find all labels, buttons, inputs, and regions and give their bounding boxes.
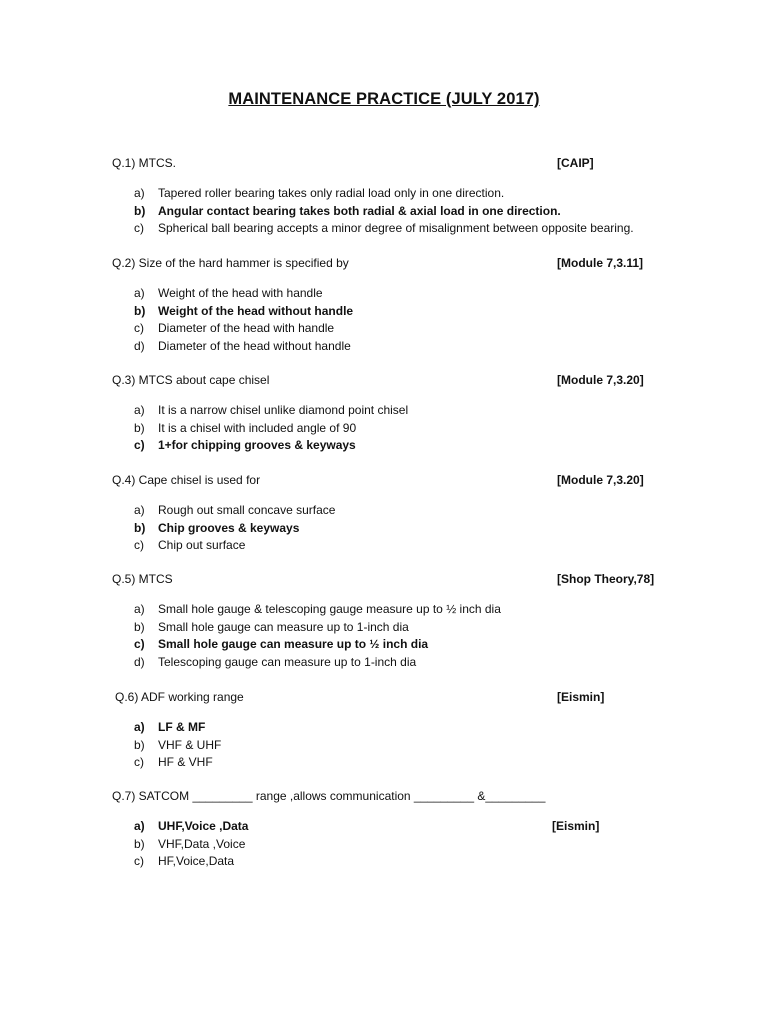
option-item <box>0 754 768 772</box>
option-item <box>0 303 768 321</box>
option-text: Small hole gauge can measure up to ½ inch dia <box>158 637 429 652</box>
option-label: c) <box>134 637 145 652</box>
option-text: UHF,Voice ,Data <box>158 819 249 833</box>
option-list <box>0 285 768 355</box>
question-line <box>0 254 768 272</box>
option-reference: [Eismin] <box>552 819 600 833</box>
option-item <box>0 420 768 438</box>
option-text: LF & MF <box>158 720 206 734</box>
option-label: b) <box>134 619 145 634</box>
question-line <box>0 371 768 389</box>
option-list <box>0 402 768 455</box>
option-text: HF & VHF <box>158 755 213 770</box>
option-list <box>0 601 768 671</box>
option-item <box>0 619 768 637</box>
question-block <box>0 371 768 455</box>
option-text: Weight of the head with handle <box>158 286 323 300</box>
option-label: d) <box>134 338 145 353</box>
option-text: 1+for chipping grooves & keyways <box>158 438 356 453</box>
question-line <box>0 471 768 489</box>
question-text: Q.4) Cape chisel is used for <box>112 473 261 487</box>
option-item <box>0 818 768 836</box>
question-block <box>0 570 768 671</box>
question-text: Q.2) Size of the hard hammer is specified by <box>112 256 349 270</box>
question-reference: [Module 7,3.20] <box>557 373 644 387</box>
question-line <box>0 787 768 805</box>
option-text: Diameter of the head with handle <box>158 321 335 336</box>
question-reference: [Module 7,3.20] <box>557 473 644 487</box>
option-item <box>0 719 768 737</box>
option-label: a) <box>134 720 145 734</box>
option-label: a) <box>134 503 145 517</box>
option-text: Rough out small concave surface <box>158 503 336 517</box>
question-text: Q.1) MTCS. <box>112 156 177 170</box>
option-text: Spherical ball bearing accepts a minor degree of misalignment between opposite bearing. <box>158 221 634 236</box>
option-text: It is a narrow chisel unlike diamond point chisel <box>158 403 409 417</box>
option-item <box>0 836 768 854</box>
option-text: Telescoping gauge can measure up to 1-inch dia <box>158 654 417 669</box>
option-text: HF,Voice,Data <box>158 854 235 869</box>
option-label: a) <box>134 602 145 616</box>
option-label: b) <box>134 303 146 318</box>
option-label: b) <box>134 836 145 851</box>
question-text: Q.5) MTCS <box>112 572 173 586</box>
question-reference: [Module 7,3.11] <box>557 256 644 270</box>
document-title: MAINTENANCE PRACTICE (JULY 2017) <box>228 90 540 108</box>
option-list <box>0 818 768 871</box>
option-item <box>0 338 768 356</box>
option-label: b) <box>134 203 146 218</box>
option-list <box>0 185 768 238</box>
option-item <box>0 654 768 672</box>
question-block <box>0 787 768 871</box>
option-text: Weight of the head without handle <box>158 303 354 318</box>
option-label: c) <box>134 854 144 869</box>
option-label: a) <box>134 819 145 833</box>
question-line <box>0 154 768 172</box>
option-label: c) <box>134 538 144 553</box>
option-label: a) <box>134 286 145 300</box>
option-item <box>0 402 768 420</box>
option-text: VHF,Data ,Voice <box>158 836 246 851</box>
option-text: Diameter of the head without handle <box>158 338 351 353</box>
question-block <box>0 688 768 772</box>
question-reference: [Eismin] <box>557 690 605 704</box>
option-text: Small hole gauge & telescoping gauge measure up to ½ inch dia <box>158 602 501 616</box>
option-label: c) <box>134 321 144 336</box>
question-reference: [CAIP] <box>557 156 594 170</box>
option-text: Angular contact bearing takes both radial & axial load in one direction. <box>158 203 561 218</box>
option-list <box>0 719 768 772</box>
option-text: Chip grooves & keyways <box>158 520 300 535</box>
option-item <box>0 636 768 654</box>
option-label: c) <box>134 221 144 236</box>
option-text: VHF & UHF <box>158 737 222 752</box>
option-item <box>0 285 768 303</box>
option-item <box>0 220 768 238</box>
option-item <box>0 853 768 871</box>
question-block <box>0 154 768 238</box>
option-list <box>0 502 768 555</box>
question-text: Q.3) MTCS about cape chisel <box>112 373 270 387</box>
question-line <box>0 688 768 706</box>
option-label: d) <box>134 654 145 669</box>
option-item <box>0 437 768 455</box>
question-block <box>0 471 768 555</box>
option-text: Small hole gauge can measure up to 1-inch dia <box>158 619 409 634</box>
option-label: b) <box>134 420 145 435</box>
option-item <box>0 203 768 221</box>
option-label: a) <box>134 186 145 200</box>
option-item <box>0 737 768 755</box>
option-text: It is a chisel with included angle of 90 <box>158 420 357 435</box>
option-label: b) <box>134 737 145 752</box>
option-item <box>0 502 768 520</box>
option-label: b) <box>134 520 146 535</box>
option-text: Tapered roller bearing takes only radial load only in one direction. <box>158 186 505 200</box>
question-line <box>0 570 768 588</box>
question-text: Q.6) ADF working range <box>115 690 244 704</box>
option-item <box>0 601 768 619</box>
option-label: c) <box>134 438 145 453</box>
option-item <box>0 520 768 538</box>
question-block <box>0 254 768 355</box>
option-label: a) <box>134 403 145 417</box>
option-item <box>0 185 768 203</box>
option-label: c) <box>134 755 144 770</box>
option-text: Chip out surface <box>158 538 246 553</box>
question-text: Q.7) SATCOM _________ range ,allows communication _________ &_________ <box>112 789 546 803</box>
option-item <box>0 537 768 555</box>
option-item <box>0 320 768 338</box>
question-reference: [Shop Theory,78] <box>557 572 655 586</box>
